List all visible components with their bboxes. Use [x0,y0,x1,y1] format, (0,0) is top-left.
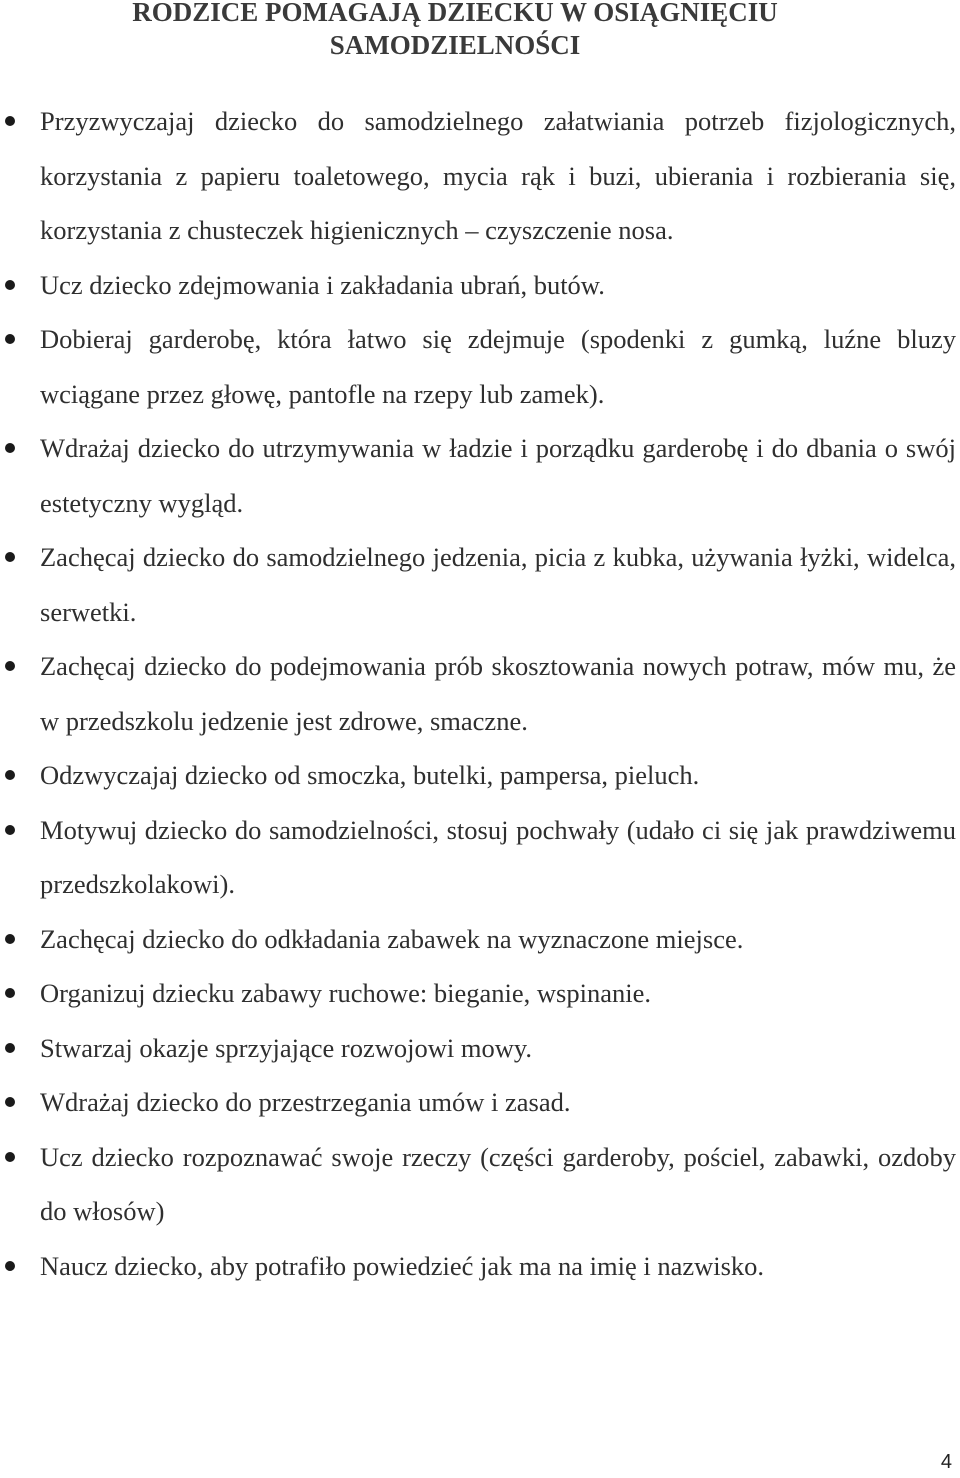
bullet-icon [5,443,15,453]
list-item-text: Zachęcaj dziecko do odkładania zabawek na wyznaczone miejsce. [40,923,744,954]
list-item-text: Stwarzaj okazje sprzyjające rozwojowi mowy. [40,1032,533,1063]
list-item-text: Naucz dziecko, aby potrafiło powiedzieć jak ma na imię i nazwisko. [40,1250,765,1281]
list-item [0,912,956,967]
list-item-text: Wdrażaj dziecko do utrzymywania w ładzie i porządku garderobę i do dbania o swój estetyczny wygląd. [40,433,956,518]
title-line-2: SAMODZIELNOŚCI [329,30,581,60]
list-item [0,312,956,421]
bullet-icon [5,334,15,344]
list-item-text: Ucz dziecko rozpoznawać swoje rzeczy (części garderoby, pościel, zabawki, ozdoby do włosów) [40,1141,956,1226]
bullet-icon [5,934,15,944]
bullet-icon [5,825,15,835]
bullet-icon [5,116,15,126]
list-item-text: Zachęcaj dziecko do podejmowania prób skosztowania nowych potraw, mów mu, że w przedszkolu jedzenie jest zdrowe, smaczne. [40,651,956,736]
bullet-icon [5,280,15,290]
title-line-1: RODZICE POMAGAJĄ DZIECKU W OSIĄGNIĘCIU [132,0,778,27]
page-title [40,0,870,62]
list-item [0,258,956,313]
list-item-text: Ucz dziecko zdejmowania i zakładania ubrań, butów. [40,269,605,300]
bullet-icon [5,661,15,671]
list-item-text: Organizuj dziecku zabawy ruchowe: bieganie, wspinanie. [40,978,651,1008]
bullet-icon [5,988,15,998]
list-item [0,1239,956,1294]
list-item [0,1021,956,1076]
advice-list [0,94,960,1293]
list-item-text: Wdrażaj dziecko do przestrzegania umów i zasad. [40,1087,571,1117]
list-item-text: Dobieraj garderobę, która łatwo się zdejmuje (spodenki z gumką, luźne bluzy wciągane przez głowę, pantofle na rzepy lub zamek). [40,324,956,409]
page-number: 4 [940,1451,952,1473]
list-item-text: Przyzwyczajaj dziecko do samodzielnego załatwiania potrzeb fizjologicznych, korzystania z papieru toaletowego, mycia rąk i buzi, ubierania i rozbierania się, korzystania z chusteczek higienicznych – czyszczenie nosa. [40,106,956,245]
list-item [0,748,956,803]
list-item [0,639,956,748]
bullet-icon [5,770,15,780]
bullet-icon [5,1152,15,1162]
list-item [0,1130,956,1239]
list-item [0,803,956,912]
bullet-icon [5,1097,15,1107]
list-item [0,421,956,530]
list-item [0,966,956,1021]
list-item [0,94,956,258]
bullet-icon [5,552,15,562]
list-item [0,530,956,639]
bullet-icon [5,1261,15,1271]
list-item-text: Odzwyczajaj dziecko od smoczka, butelki, pampersa, pieluch. [40,760,700,790]
list-item-text: Motywuj dziecko do samodzielności, stosuj pochwały (udało ci się jak prawdziwemu przedszkolakowi). [40,814,956,899]
bullet-icon [5,1043,15,1053]
list-item-text: Zachęcaj dziecko do samodzielnego jedzenia, picia z kubka, używania łyżki, widelca, serwetki. [40,542,956,627]
list-item [0,1075,956,1130]
